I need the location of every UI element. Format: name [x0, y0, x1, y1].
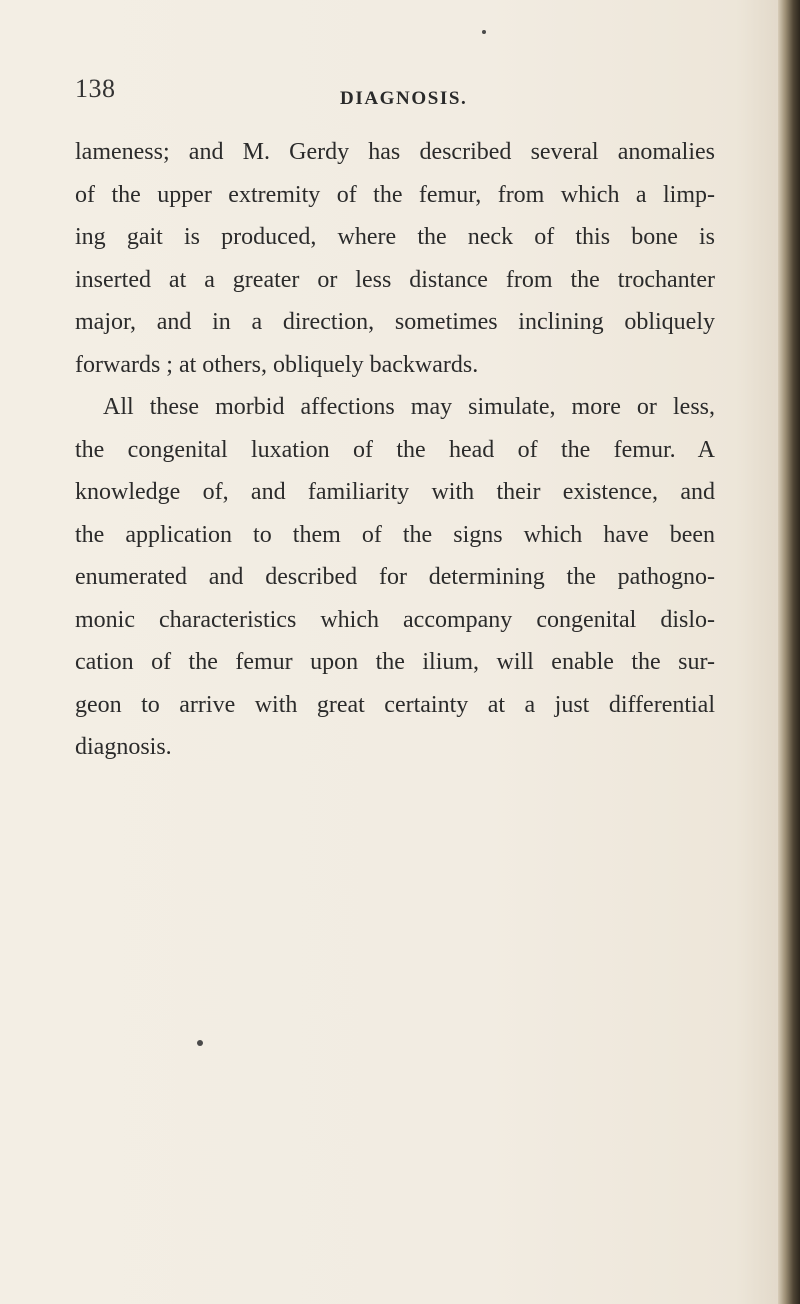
text-line: geon to arrive with great certainty at a just differential — [75, 691, 715, 718]
text-line: enumerated and described for determining the pathogno- — [75, 564, 715, 590]
text-line: monic characteristics which accompany congenital dislo- — [75, 606, 715, 633]
ink-speck — [197, 1040, 203, 1046]
running-title: DIAGNOSIS. — [340, 88, 468, 109]
text-line: inserted at a greater or less distance from the trochanter — [75, 266, 715, 293]
body-text — [75, 131, 715, 769]
text-line: cation of the femur upon the ilium, will enable the sur- — [75, 649, 715, 675]
text-line: of the upper extremity of the femur, from which a limp- — [75, 181, 715, 208]
ink-speck — [482, 30, 486, 34]
paragraph-end-line: diagnosis. — [75, 734, 172, 760]
text-line: ing gait is produced, where the neck of this bone is — [75, 224, 715, 250]
paragraph-end-line: forwards ; at others, obliquely backwards. — [75, 351, 479, 378]
text-line: the application to them of the signs which have been — [75, 521, 715, 548]
text-line: knowledge of, and familiarity with their existence, and — [75, 479, 715, 505]
page-number: 138 — [75, 74, 116, 103]
text-line: lameness; and M. Gerdy has described several anomalies — [75, 139, 715, 165]
text-line: the congenital luxation of the head of the femur. A — [75, 436, 715, 463]
text-line: major, and in a direction, sometimes inclining obliquely — [75, 309, 715, 335]
paragraph-start-line: All these morbid affections may simulate, more or less, — [103, 394, 715, 420]
page-binding-edge — [778, 0, 800, 1304]
